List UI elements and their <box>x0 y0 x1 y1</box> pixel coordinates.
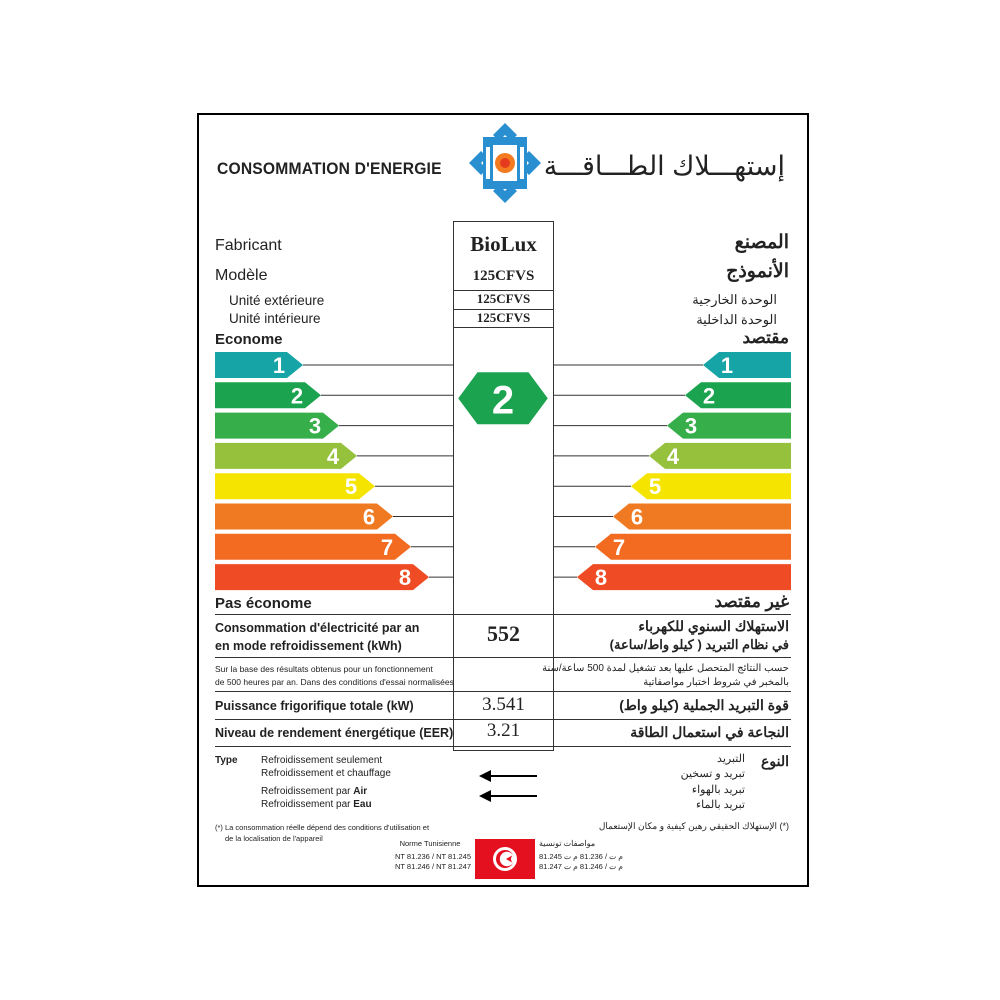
tunisia-flag-icon <box>475 839 535 879</box>
energy-class-label-left: 1 <box>272 353 286 378</box>
energy-class-label-right: 4 <box>666 443 680 469</box>
divider <box>215 691 791 692</box>
energy-class-label-left: 5 <box>344 474 358 500</box>
energy-class-label-left: 2 <box>290 383 304 409</box>
energy-class-label-left: 4 <box>326 443 340 469</box>
footer-note-fr-2: de la localisation de l'appareil <box>225 834 323 843</box>
footer-note-ar: (*) الإستهلاك الحقيقي رهين كيفية و مكان الإستعمال <box>598 821 789 831</box>
norm-list-ar-2: 81.247 م ت / 81.246 م ت <box>539 862 623 871</box>
energy-class-label-right: 1 <box>720 353 734 378</box>
consumption-label-ar-1: الاستهلاك السنوي للكهرباء <box>638 618 789 634</box>
scale-top-label-ar: مقتصد <box>742 328 789 347</box>
type-option-cooling-heating-ar: تبريد و تسخين <box>680 768 745 780</box>
energy-class-label-left: 8 <box>398 565 412 591</box>
eer-label-ar: النجاعة في استعمال الطاقة <box>630 724 789 740</box>
divider <box>215 614 791 615</box>
divider <box>553 719 554 751</box>
norm-list-fr-1: NT 81.236 / NT 81.245 <box>394 852 471 861</box>
footer-note-fr-1: (*) La consommation réelle dépend des conditions d'utilisation et <box>215 823 430 832</box>
outdoor-unit-value: 125CFVS <box>476 291 531 306</box>
type-option-water-fr <box>261 799 372 810</box>
norm-title-ar: مواصفات تونسية <box>539 839 596 848</box>
consumption-note-fr-1: Sur la base des résultats obtenus pour un fonctionnement <box>215 664 433 674</box>
model-label-fr: Modèle <box>215 267 268 284</box>
type-label-ar: النوع <box>761 753 789 769</box>
consumption-note-ar-1: حسب النتائج المتحصل عليها بعد تشغيل لمدة 500 ساعة/سنة <box>542 663 789 674</box>
energy-class-label-right: 6 <box>630 504 644 530</box>
energy-class-bar-left <box>215 564 429 590</box>
norm-list-ar-1: 81.245 م ت / 81.236 م ت <box>539 852 623 861</box>
norm-title-fr: Norme Tunisienne <box>399 839 461 848</box>
type-option-air-ar: تبريد بالهواء <box>691 784 745 796</box>
energy-class-label-left: 6 <box>362 504 376 530</box>
title-french: CONSOMMATION D'ENERGIE <box>217 159 442 178</box>
energy-class-label-right: 8 <box>594 565 608 591</box>
indoor-unit-label-ar: الوحدة الداخلية <box>696 312 777 327</box>
consumption-label-fr-2: en mode refroidissement (kWh) <box>215 639 402 653</box>
model-label-ar: الأنموذج <box>726 261 789 282</box>
energy-class-label-left: 3 <box>308 413 322 439</box>
consumption-value: 552 <box>487 621 520 646</box>
scale-top-label-fr: Econome <box>215 331 283 348</box>
energy-class-label-right: 2 <box>702 383 716 409</box>
eer-value: 3.21 <box>486 720 521 741</box>
eer-label-fr: Niveau de rendement énergétique (EER) <box>215 726 454 740</box>
norm-list-fr-2: NT 81.246 / NT 81.247 <box>394 862 471 871</box>
manufacturer-label-fr: Fabricant <box>215 237 282 254</box>
energy-class-bar-left <box>215 382 321 408</box>
scale-bottom-label-fr: Pas économe <box>215 595 312 612</box>
type-option-cooling-only-fr: Refroidissement seulement <box>261 755 383 766</box>
outdoor-unit-label-ar: الوحدة الخارجية <box>692 292 777 307</box>
energy-class-bar-right <box>703 352 791 378</box>
type-option-water-fr-bold: Eau <box>353 799 372 810</box>
energy-class-label-left: 7 <box>380 534 394 560</box>
type-option-air-fr-bold: Air <box>353 786 368 797</box>
scale-bottom-label-ar: غير مقتصد <box>714 592 789 611</box>
energy-class-label-right: 7 <box>612 534 626 560</box>
manufacturer-label-ar: المصنع <box>734 232 789 253</box>
divider <box>215 746 791 747</box>
consumption-label-fr-1: Consommation d'électricité par an <box>215 621 420 635</box>
arrow-left-icon <box>481 795 537 797</box>
energy-label <box>197 113 809 887</box>
energy-class-label-right: 5 <box>648 474 662 500</box>
indoor-unit-value: 125CFVS <box>476 310 531 325</box>
energy-class-bar-right <box>577 564 791 590</box>
title-arabic: إستهـــلاك الطـــاقـــة <box>543 151 785 181</box>
capacity-value: 3.541 <box>482 694 525 715</box>
tunisia-flag-graphic <box>475 839 535 879</box>
energy-class-label-right: 3 <box>684 413 698 439</box>
divider <box>215 657 791 658</box>
consumption-note-ar-2: بالمخبر في شروط اختبار مواصفاتية <box>643 677 789 688</box>
type-option-water-ar: تبريد بالماء <box>696 799 745 811</box>
type-option-air-fr-text: Refroidissement par <box>261 786 354 797</box>
type-option-cooling-heating-fr: Refroidissement et chauffage <box>261 768 391 779</box>
outdoor-unit-label-fr: Unité extérieure <box>229 293 325 308</box>
divider <box>453 750 554 751</box>
energy-class-bar-right <box>685 382 791 408</box>
type-option-air-fr <box>261 786 367 797</box>
manufacturer-value: BioLux <box>470 232 537 256</box>
consumption-note-fr-2: de 500 heures par an. Dans des conditions d'essai normalisées <box>215 677 454 687</box>
indoor-unit-label-fr: Unité intérieure <box>229 311 321 326</box>
divider <box>453 719 454 751</box>
energy-class-bar-left <box>215 352 303 378</box>
type-option-water-fr-text: Refroidissement par <box>261 799 354 810</box>
capacity-label-ar: قوة التبريد الجملية (كيلو واط) <box>619 697 789 713</box>
rating-value: 2 <box>491 378 515 423</box>
arrow-left-icon <box>481 775 537 777</box>
type-option-cooling-only-ar: التبريد <box>717 753 745 765</box>
type-label-fr: Type <box>215 755 238 766</box>
model-value: 125CFVS <box>472 268 535 284</box>
capacity-label-fr: Puissance frigorifique totale (kW) <box>215 699 414 713</box>
consumption-label-ar-2: في نظام التبريد ( كيلو واط/ساعة) <box>609 637 789 652</box>
